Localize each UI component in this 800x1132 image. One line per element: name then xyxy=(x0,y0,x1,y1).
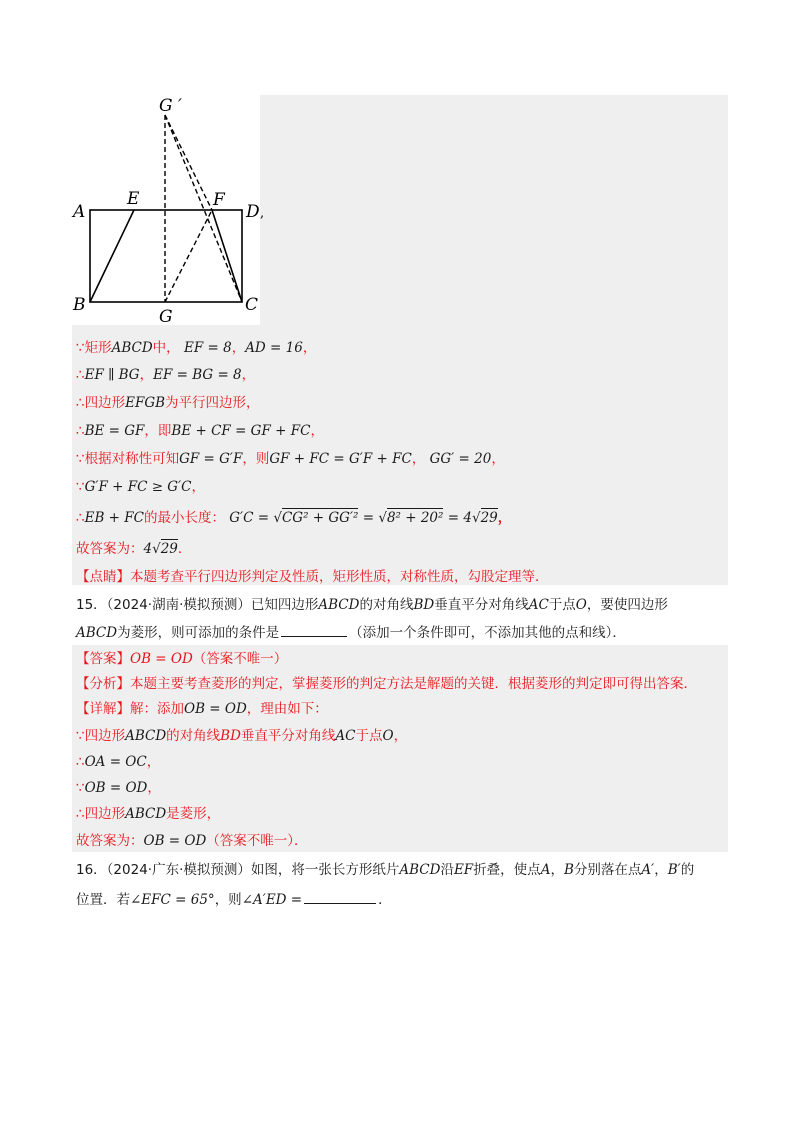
text: ，则 xyxy=(214,892,242,908)
text: ， xyxy=(231,340,246,356)
sol15-final xyxy=(76,832,308,850)
text: 为菱形，则可添加的条件是 xyxy=(117,625,280,641)
segment-fc xyxy=(212,210,242,302)
sol14-line3 xyxy=(76,394,260,412)
math: AC xyxy=(528,597,549,613)
text: （添加一个条件即可，不添加其他的点和线）． xyxy=(349,625,626,641)
text: ∵四边形 xyxy=(76,728,126,744)
text: 的 xyxy=(680,862,695,878)
segment-be xyxy=(90,210,134,302)
math: B′ xyxy=(667,862,681,878)
text: ， xyxy=(310,423,324,439)
math: OB = OD xyxy=(184,701,247,717)
math: G′F + FC ≥ G′C xyxy=(84,479,192,495)
math: 29 xyxy=(480,510,498,526)
text: ∴ xyxy=(76,423,85,439)
sol14-line4 xyxy=(76,422,324,440)
math: OA = OC xyxy=(84,754,147,770)
math: ABCD xyxy=(76,625,118,641)
label-a: A xyxy=(73,202,86,222)
text: 沿 xyxy=(440,862,454,878)
math: ∠EFC = 65° xyxy=(130,892,215,908)
math: = 4 xyxy=(447,510,472,526)
answer-blank[interactable] xyxy=(304,889,376,904)
text: 15．（2024·湖南·模拟预测）已知四边形 xyxy=(76,597,319,613)
sqrt-sign: √ xyxy=(273,510,282,526)
text: ， xyxy=(411,451,426,467)
math: O xyxy=(575,597,587,613)
text: 位置．若 xyxy=(76,892,130,908)
sqrt-sign: √ xyxy=(378,510,387,526)
text: ∴四边形 xyxy=(76,806,126,822)
text: 折叠，使点 xyxy=(473,862,541,878)
math: BD xyxy=(220,728,241,744)
q16-line1 xyxy=(76,861,694,879)
math: ABCD xyxy=(111,340,153,356)
text: ， xyxy=(654,862,668,878)
label-f: F xyxy=(213,190,225,210)
sol14-line9: 【点睛】本题考查平行四边形判定及性质，矩形性质，对称性质，勾股定理等． xyxy=(76,569,549,585)
label-d-comma: , xyxy=(260,206,265,221)
text: ． xyxy=(177,541,192,557)
sol14-line6 xyxy=(76,478,205,496)
answer-blank[interactable] xyxy=(281,622,347,637)
sol14-line1 xyxy=(76,339,316,357)
text: 于点 xyxy=(355,728,383,744)
text: 是菱形， xyxy=(166,806,221,822)
math: ∠A′ED = xyxy=(241,892,303,908)
math: OB = OD xyxy=(84,780,148,796)
math: EF xyxy=(453,862,474,878)
q15-line1 xyxy=(76,596,668,614)
label-g-prime: G ′ xyxy=(159,96,182,116)
math: A′ xyxy=(641,862,655,878)
text: ，要使四边形 xyxy=(586,597,668,613)
sol15-step2 xyxy=(76,753,160,771)
math: GG′ = 20 xyxy=(429,451,492,467)
text: 为平行四边形， xyxy=(165,395,260,411)
geometry-figure xyxy=(0,0,800,340)
math: 29 xyxy=(160,541,178,557)
sol15-step1 xyxy=(76,727,407,745)
math: AD = 16 xyxy=(245,340,303,356)
sol14-line8 xyxy=(76,540,191,558)
math: OB = OD xyxy=(130,651,193,667)
math: O xyxy=(382,728,394,744)
math: EF = 8 xyxy=(183,340,232,356)
label-e: E xyxy=(127,189,140,209)
text: ，理由如下： xyxy=(246,701,328,717)
text: 的最小长度： xyxy=(143,510,225,526)
text: 的对角线 xyxy=(359,597,414,613)
math: AC xyxy=(335,728,356,744)
text: ， xyxy=(139,367,154,383)
text: 【详解】解：添加 xyxy=(76,701,184,717)
math: GF = G′F xyxy=(179,451,243,467)
segment-gf xyxy=(165,210,212,302)
math: EF = BG = 8 xyxy=(153,367,242,383)
text: ∵ xyxy=(76,780,85,796)
text: ， xyxy=(241,367,256,383)
math: BE = GF xyxy=(84,423,145,439)
text: ， xyxy=(146,754,161,770)
label-g: G xyxy=(159,307,173,327)
math: 8² + 20² xyxy=(386,510,444,526)
math: EFGB xyxy=(125,395,166,411)
math: OB = OD xyxy=(143,833,207,849)
text: （答案不唯一） xyxy=(192,651,288,667)
label-d: D xyxy=(246,202,260,222)
text: 故答案为： xyxy=(76,833,144,849)
math: = xyxy=(362,510,375,526)
math: ABCD xyxy=(125,728,167,744)
text: ， xyxy=(393,728,408,744)
text: 16．（2024·广东·模拟预测）如图，将一张长方形纸片 xyxy=(76,862,400,878)
text: 故答案为： xyxy=(76,541,144,557)
text: ， xyxy=(491,451,505,467)
math: ABCD xyxy=(125,806,167,822)
sol15-analysis: 【分析】本题主要考查菱形的判定，掌握菱形的判定方法是解题的关键．根据菱形的判定即可得出答案． xyxy=(76,676,697,692)
math: EF ∥ BG xyxy=(84,367,140,383)
segment-gprime-f xyxy=(165,115,212,210)
sol15-step4 xyxy=(76,805,220,823)
sol14-line2 xyxy=(76,366,255,384)
math: ABCD xyxy=(399,862,441,878)
text: 分别落在点 xyxy=(573,862,642,878)
text: ， xyxy=(550,862,564,878)
math: 4 xyxy=(143,541,153,557)
text: ∵根据对称性可知 xyxy=(76,451,180,467)
text: ， xyxy=(147,780,161,796)
label-c: C xyxy=(245,295,259,315)
segment-gprime-c xyxy=(165,115,242,302)
math: B xyxy=(563,862,574,878)
text: ∵矩形 xyxy=(76,340,112,356)
text: ，则 xyxy=(242,451,270,467)
text: ． xyxy=(378,892,392,908)
text: ，即 xyxy=(144,423,172,439)
text: ∴四边形 xyxy=(76,395,126,411)
text: 中， xyxy=(152,340,180,356)
q15-line2 xyxy=(76,622,626,642)
sol14-line7 xyxy=(76,509,511,527)
math: CG² + GG′² xyxy=(281,510,359,526)
sol15-detail xyxy=(76,700,328,718)
text: ， xyxy=(302,340,317,356)
text: ∴ xyxy=(76,510,85,526)
sol15-step3 xyxy=(76,779,161,797)
text: 垂直平分对角线 xyxy=(434,597,529,613)
sqrt-sign: √ xyxy=(471,510,481,526)
math: A xyxy=(540,862,551,878)
text: ∴ xyxy=(76,754,85,770)
text: （答案不唯一）． xyxy=(206,833,308,849)
text: 的对角线 xyxy=(166,728,221,744)
text: ， xyxy=(191,479,205,495)
text: 于点 xyxy=(548,597,576,613)
sol14-line5 xyxy=(76,450,505,468)
math: ABCD xyxy=(318,597,360,613)
q16-line2 xyxy=(76,889,392,909)
text: ∴ xyxy=(76,367,85,383)
text: 【答案】 xyxy=(76,651,130,667)
math: EB + FC xyxy=(84,510,144,526)
sol15-answer xyxy=(76,650,287,668)
math: BE + CF = GF + FC xyxy=(171,423,311,439)
text: 垂直平分对角线 xyxy=(240,728,336,744)
text: ∵ xyxy=(76,479,85,495)
math: G′C = xyxy=(229,510,270,526)
sqrt-sign: √ xyxy=(152,541,161,557)
math: GF + FC = G′F + FC xyxy=(269,451,412,467)
label-b: B xyxy=(73,295,86,315)
text: ， xyxy=(497,510,512,526)
math: BD xyxy=(413,597,435,613)
